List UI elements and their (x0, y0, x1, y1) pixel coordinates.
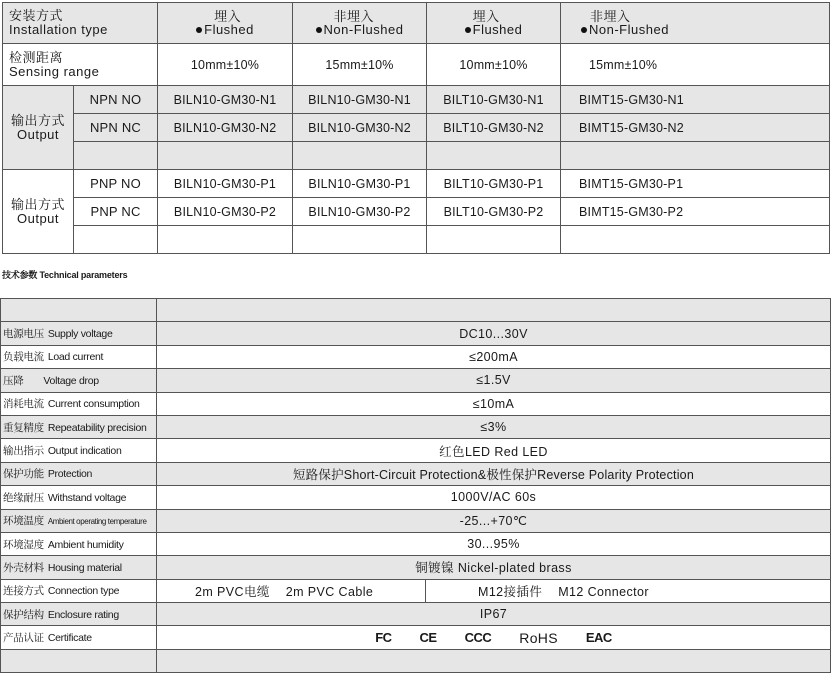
model-row (3, 86, 830, 114)
model-cell: BILN10-GM30-P1 (158, 170, 293, 198)
model-cell: BIMT15-GM30-P1 (561, 170, 830, 198)
output-kind: NPN NO (74, 86, 158, 114)
type-header: 非埋入 Non-Flushed (561, 3, 830, 44)
installation-type-row (3, 3, 830, 44)
output-kind: PNP NO (74, 170, 158, 198)
model-table (2, 2, 830, 254)
param-row (1, 626, 831, 649)
type-header: 非埋入 Non-Flushed (293, 3, 427, 44)
param-value: 铜镀镍 Nickel-plated brass (157, 556, 831, 579)
model-cell: BIMT15-GM30-P2 (561, 198, 830, 226)
param-row (1, 556, 831, 579)
param-row (1, 603, 831, 626)
param-row (1, 299, 831, 322)
param-value: 1000V/AC 60s (157, 486, 831, 509)
model-cell: BILN10-GM30-P1 (293, 170, 427, 198)
param-value: 红色LED Red LED (157, 439, 831, 462)
param-value: ≤1.5V (157, 369, 831, 392)
param-row (1, 579, 831, 602)
model-cell: BILN10-GM30-P2 (158, 198, 293, 226)
param-row-empty (1, 649, 831, 672)
param-label (1, 299, 157, 322)
type-header: 埋入 Flushed (427, 3, 561, 44)
range-cell: 15mm±10% (293, 44, 427, 86)
output-kind: PNP NC (74, 198, 158, 226)
model-row (3, 114, 830, 142)
param-value: ≤200mA (157, 345, 831, 368)
type-header: 埋入 Flushed (158, 3, 293, 44)
param-label: 保护功能 Protection (1, 462, 157, 485)
param-value: IP67 (157, 603, 831, 626)
param-value-connector: M12接插件 M12 Connector (426, 579, 831, 602)
param-label: 绝缘耐压 Withstand voltage (1, 486, 157, 509)
param-row (1, 322, 831, 345)
range-cell: 10mm±10% (427, 44, 561, 86)
sensing-range-label: 检测距离 Sensing range (3, 44, 158, 86)
param-label: 重复精度 Repeatability precision (1, 415, 157, 438)
sensing-range-row (3, 44, 830, 86)
model-cell: BIMT15-GM30-N1 (561, 86, 830, 114)
param-row (1, 439, 831, 462)
model-row (3, 170, 830, 198)
param-value: 30...95% (157, 532, 831, 555)
output-label: 输出方式 Output (3, 170, 74, 254)
certificate-logos (157, 626, 831, 649)
section-title: 技术参数 Technical parameters (2, 270, 128, 280)
param-value: DC10...30V (157, 322, 831, 345)
model-cell: BILN10-GM30-N2 (293, 114, 427, 142)
bullet-icon (316, 27, 322, 33)
param-label: 连接方式 Connection type (1, 579, 157, 602)
model-cell: BILT10-GM30-N2 (427, 114, 561, 142)
installation-type-label: 安装方式 Installation type (3, 3, 158, 44)
ccc-mark-icon: CCC (464, 630, 492, 646)
model-row (3, 198, 830, 226)
range-cell: 15mm±10% (561, 44, 830, 86)
model-cell: BILT10-GM30-P2 (427, 198, 561, 226)
range-cell: 10mm±10% (158, 44, 293, 86)
param-value: ≤10mA (157, 392, 831, 415)
param-row (1, 392, 831, 415)
eac-mark-icon: EAC (585, 630, 612, 646)
param-label: 负载电流 Load current (1, 345, 157, 368)
param-row (1, 345, 831, 368)
param-label: 电源电压 Supply voltage (1, 322, 157, 345)
param-label: 环境温度 Ambient operating temperature (1, 509, 157, 532)
output-kind: NPN NC (74, 114, 158, 142)
param-row (1, 462, 831, 485)
param-label: 消耗电流 Current consumption (1, 392, 157, 415)
param-label: 输出指示 Output indication (1, 439, 157, 462)
param-value: 短路保护Short-Circuit Protection&极性保护Reverse Polarity Protection (157, 462, 831, 485)
param-label: 环境湿度 Ambient humidity (1, 532, 157, 555)
param-label: 外壳材料 Housing material (1, 556, 157, 579)
bullet-icon (196, 27, 202, 33)
param-label: 压降 Voltage drop (1, 369, 157, 392)
param-value-cable: 2m PVC电缆 2m PVC Cable (157, 579, 426, 602)
param-row (1, 532, 831, 555)
param-row (1, 486, 831, 509)
fc-mark-icon: FC (375, 630, 392, 646)
param-row (1, 369, 831, 392)
model-cell: BILN10-GM30-P2 (293, 198, 427, 226)
model-row-empty (3, 226, 830, 254)
param-row (1, 509, 831, 532)
model-row-empty (3, 142, 830, 170)
model-cell: BILN10-GM30-N1 (158, 86, 293, 114)
param-row (1, 415, 831, 438)
ce-mark-icon: CE (419, 630, 437, 646)
parameter-table (0, 298, 831, 673)
output-label: 输出方式 Output (3, 86, 74, 170)
rohs-mark-icon: RoHS (519, 629, 558, 646)
param-value: ≤3% (157, 415, 831, 438)
param-value: -25...+70℃ (157, 509, 831, 532)
model-cell: BIMT15-GM30-N2 (561, 114, 830, 142)
model-cell: BILN10-GM30-N2 (158, 114, 293, 142)
param-label: 产品认证 Certificate (1, 626, 157, 649)
model-cell: BILT10-GM30-P1 (427, 170, 561, 198)
bullet-icon (465, 27, 471, 33)
param-label: 保护结构 Enclosure rating (1, 603, 157, 626)
model-cell: BILN10-GM30-N1 (293, 86, 427, 114)
bullet-icon (581, 27, 587, 33)
model-cell: BILT10-GM30-N1 (427, 86, 561, 114)
